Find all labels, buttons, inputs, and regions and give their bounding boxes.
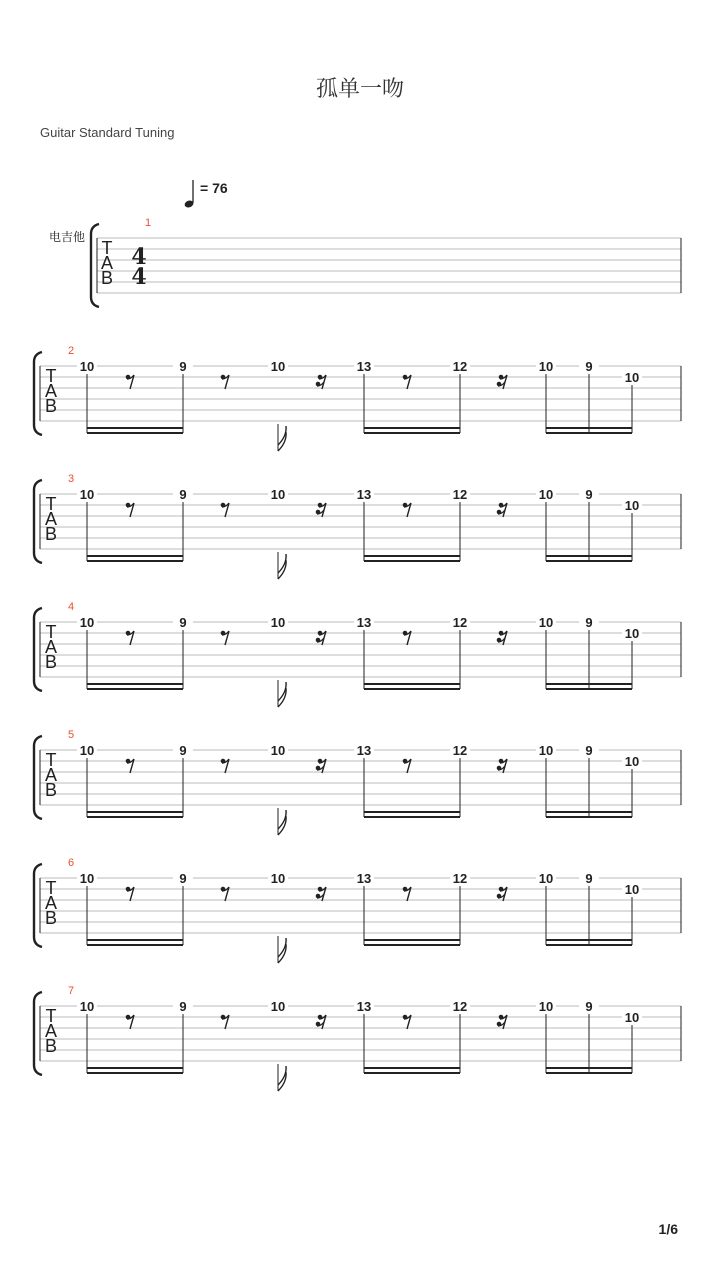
fret-number: 12 — [452, 999, 468, 1014]
tab-clef-letter: A — [44, 509, 58, 529]
fret-number: 12 — [452, 743, 468, 758]
fret-number: 13 — [356, 487, 372, 502]
fret-number: 9 — [179, 487, 187, 502]
fret-number: 10 — [624, 882, 640, 897]
tab-clef-letter: B — [44, 396, 58, 416]
tempo-marking — [184, 180, 228, 209]
tab-clef-letter: A — [44, 381, 58, 401]
fret-number: 9 — [585, 871, 593, 886]
measure-number: 3 — [67, 473, 75, 485]
tab-clef-letter: A — [44, 637, 58, 657]
fret-number: 9 — [585, 999, 593, 1014]
fret-number: 10 — [79, 999, 95, 1014]
system-bracket — [34, 736, 42, 819]
tab-clef-letter: T — [45, 1006, 57, 1026]
measure-number: 6 — [67, 857, 75, 869]
fret-number: 10 — [624, 370, 640, 385]
fret-number: 9 — [179, 615, 187, 630]
system-bracket — [34, 352, 42, 435]
fret-number: 10 — [538, 359, 554, 374]
fret-number: 9 — [585, 743, 593, 758]
fret-number: 12 — [452, 487, 468, 502]
tab-clef-letter: B — [44, 780, 58, 800]
fret-number: 10 — [79, 615, 95, 630]
tab-clef-letter: B — [100, 268, 114, 288]
measure-number: 1 — [144, 217, 152, 229]
fret-number: 10 — [79, 487, 95, 502]
track-name: 电吉他 — [49, 230, 86, 244]
system-bracket — [34, 608, 42, 691]
fret-number: 10 — [624, 498, 640, 513]
tab-clef-letter: T — [45, 878, 57, 898]
tab-clef-letter: A — [44, 765, 58, 785]
tab-clef-letter: T — [101, 238, 113, 258]
fret-number: 10 — [270, 999, 286, 1014]
fret-number: 10 — [538, 743, 554, 758]
fret-number: 13 — [356, 359, 372, 374]
tab-clef-letter: T — [45, 494, 57, 514]
measure-number: 2 — [67, 345, 75, 357]
fret-number: 10 — [538, 999, 554, 1014]
fret-number: 13 — [356, 871, 372, 886]
fret-number: 9 — [179, 871, 187, 886]
page-number: 1/6 — [658, 1221, 678, 1237]
tab-clef-letter: B — [44, 652, 58, 672]
measure-number: 4 — [67, 601, 75, 613]
fret-number: 10 — [270, 743, 286, 758]
fret-number: 10 — [624, 754, 640, 769]
fret-number: 10 — [538, 487, 554, 502]
tab-clef-letter: A — [44, 893, 58, 913]
fret-number: 10 — [270, 871, 286, 886]
fret-number: 10 — [624, 1010, 640, 1025]
fret-number: 10 — [270, 615, 286, 630]
tab-clef-letter: A — [100, 253, 114, 273]
fret-number: 13 — [356, 999, 372, 1014]
fret-number: 9 — [179, 359, 187, 374]
fret-number: 9 — [179, 999, 187, 1014]
fret-number: 12 — [452, 615, 468, 630]
fret-number: 10 — [79, 359, 95, 374]
tab-clef-letter: T — [45, 366, 57, 386]
fret-number: 13 — [356, 743, 372, 758]
fret-number: 10 — [538, 615, 554, 630]
fret-number: 12 — [452, 871, 468, 886]
fret-number: 10 — [79, 871, 95, 886]
fret-number: 9 — [585, 487, 593, 502]
tab-clef-letter: B — [44, 524, 58, 544]
system-bracket — [91, 224, 99, 307]
song-title: 孤单一吻 — [315, 77, 404, 102]
system-bracket — [34, 864, 42, 947]
fret-number: 9 — [585, 615, 593, 630]
measure-number: 7 — [67, 985, 75, 997]
fret-number: 10 — [624, 626, 640, 641]
system-bracket — [34, 480, 42, 563]
fret-number: 12 — [452, 359, 468, 374]
fret-number: 9 — [585, 359, 593, 374]
fret-number: 10 — [270, 359, 286, 374]
tab-clef-letter: B — [44, 1036, 58, 1056]
measure-number: 5 — [67, 729, 75, 741]
tab-clef-letter: T — [45, 622, 57, 642]
fret-number: 10 — [79, 743, 95, 758]
fret-number: 9 — [179, 743, 187, 758]
tab-clef-letter: T — [45, 750, 57, 770]
tempo-value: = 76 — [200, 180, 228, 196]
tab-clef-letter: B — [44, 908, 58, 928]
time-signature-bottom: 4 — [131, 264, 147, 290]
fret-number: 13 — [356, 615, 372, 630]
tuning-label: Guitar Standard Tuning — [40, 125, 175, 140]
fret-number: 10 — [270, 487, 286, 502]
system-bracket — [34, 992, 42, 1075]
time-signature-top: 4 — [131, 244, 147, 270]
fret-number: 10 — [538, 871, 554, 886]
tab-clef-letter: A — [44, 1021, 58, 1041]
